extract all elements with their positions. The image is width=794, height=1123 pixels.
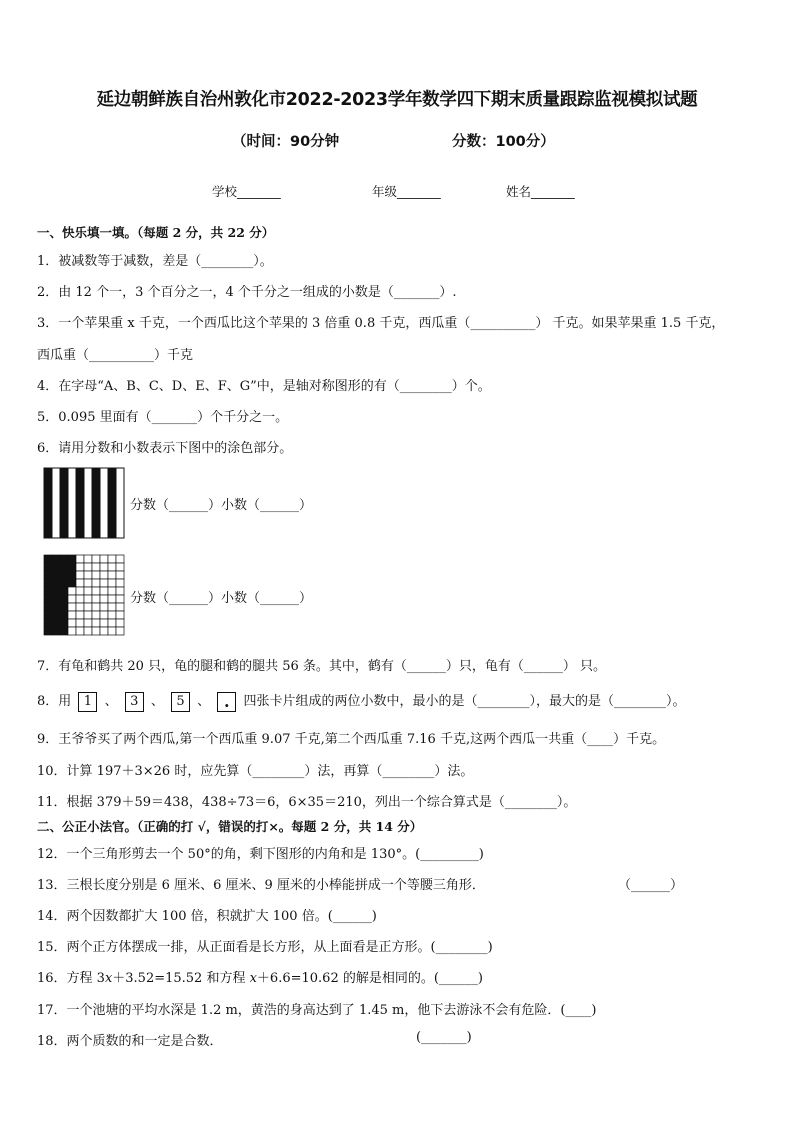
blank-cell (84, 611, 92, 619)
shaded-cell (52, 611, 60, 619)
blank-cell (92, 627, 100, 635)
name-field[interactable]: 姓名_______ (506, 184, 575, 199)
blank-cell (76, 579, 84, 587)
blank-cell (76, 595, 84, 603)
shaded-cell (60, 563, 68, 571)
question-16: 16．方程 3𝑥＋3.52=15.52 和方程 𝑥＋6.6=10.62 的解是相同的。(______) (37, 971, 483, 986)
question-5: 5．0.095 里面有（_______）个千分之一。 (37, 410, 289, 425)
blank-cell (84, 619, 92, 627)
blank-cell (92, 555, 100, 563)
q6-strip-figure (42, 467, 126, 539)
question-3-line-1: 3．一个苹果重 x 千克，一个西瓜比这个苹果的 3 倍重 0.8 千克，西瓜重（__________） 千克。如果苹果重 1.5 千克， (37, 316, 725, 331)
blank-cell (84, 555, 92, 563)
blank-cell (100, 595, 108, 603)
question-8-suffix: 四张卡片组成的两位小数中，最小的是（________），最大的是（________）。 (243, 694, 686, 709)
blank-cell (92, 595, 100, 603)
blank-cell (100, 611, 108, 619)
blank-cell (92, 603, 100, 611)
blank-cell (100, 579, 108, 587)
card-separator: 、 (150, 694, 164, 709)
blank-cell (108, 603, 116, 611)
blank-cell (92, 587, 100, 595)
shaded-cell (44, 571, 52, 579)
blank-cell (116, 603, 124, 611)
card-5: 5 (171, 692, 190, 712)
blank-cell (116, 619, 124, 627)
card-separator: 、 (197, 694, 211, 709)
blank-strip (116, 468, 124, 538)
blank-cell (84, 627, 92, 635)
blank-cell (108, 555, 116, 563)
exam-time: （时间：90分钟 (232, 134, 340, 150)
q6-figure-1-answer: 分数（______）小数（______） (130, 498, 313, 513)
question-13-blank: （______） (618, 878, 684, 893)
blank-cell (108, 587, 116, 595)
shaded-cell (52, 587, 60, 595)
card-3: 3 (125, 692, 144, 712)
shaded-cell (60, 595, 68, 603)
shaded-strip (76, 468, 84, 538)
blank-cell (68, 627, 76, 635)
section-1-heading: 一、快乐填一填。（每题 2 分，共 22 分） (37, 225, 275, 240)
blank-cell (116, 627, 124, 635)
shaded-cell (44, 627, 52, 635)
shaded-strip (44, 468, 52, 538)
question-8 (37, 690, 685, 712)
blank-cell (116, 555, 124, 563)
shaded-cell (44, 563, 52, 571)
blank-cell (108, 595, 116, 603)
shaded-cell (44, 595, 52, 603)
blank-cell (116, 595, 124, 603)
shaded-cell (52, 619, 60, 627)
blank-cell (76, 611, 84, 619)
blank-cell (92, 571, 100, 579)
blank-cell (100, 563, 108, 571)
q6-figure-2-answer: 分数（______）小数（______） (130, 591, 313, 606)
blank-cell (84, 603, 92, 611)
blank-cell (84, 571, 92, 579)
question-14: 14．两个因数都扩大 100 倍，积就扩大 100 倍。(______) (37, 909, 377, 924)
shaded-strip (60, 468, 68, 538)
shaded-cell (52, 627, 60, 635)
shaded-cell (52, 603, 60, 611)
shaded-cell (68, 555, 76, 563)
shaded-cell (60, 587, 68, 595)
question-12: 12．一个三角形剪去一个 50°的角，剩下图形的内角和是 130°。(_________) (37, 847, 484, 862)
question-11: 11．根据 379＋59＝438，438÷73＝6，6×35＝210，列出一个综合算式是（________）。 (37, 795, 577, 810)
blank-cell (100, 627, 108, 635)
blank-cell (116, 571, 124, 579)
blank-cell (108, 611, 116, 619)
shaded-cell (52, 571, 60, 579)
blank-cell (84, 595, 92, 603)
shaded-strip (108, 468, 116, 538)
question-1: 1．被减数等于减数，差是（________）。 (37, 254, 273, 269)
blank-cell (92, 619, 100, 627)
blank-cell (92, 611, 100, 619)
blank-cell (116, 611, 124, 619)
blank-cell (116, 563, 124, 571)
blank-cell (108, 619, 116, 627)
blank-cell (100, 619, 108, 627)
blank-cell (108, 579, 116, 587)
blank-cell (68, 619, 76, 627)
shaded-cell (44, 611, 52, 619)
blank-cell (116, 579, 124, 587)
blank-strip (100, 468, 108, 538)
shaded-cell (52, 595, 60, 603)
blank-cell (100, 555, 108, 563)
question-2: 2．由 12 个一，3 个百分之一，4 个千分之一组成的小数是（_______）. (37, 285, 457, 300)
shaded-cell (52, 555, 60, 563)
shaded-cell (60, 571, 68, 579)
exam-score: 分数：100分） (452, 134, 555, 150)
q6-grid-figure (42, 553, 126, 637)
card-separator: 、 (104, 694, 118, 709)
blank-cell (68, 603, 76, 611)
shaded-cell (44, 619, 52, 627)
blank-cell (116, 587, 124, 595)
shaded-cell (60, 603, 68, 611)
blank-cell (108, 563, 116, 571)
blank-cell (76, 555, 84, 563)
school-field[interactable]: 学校_______ (212, 184, 281, 199)
shaded-cell (60, 579, 68, 587)
question-9: 9．王爷爷买了两个西瓜,第一个西瓜重 9.07 千克,第二个西瓜重 7.16 千克,这两个西瓜一共重（____）千克。 (37, 732, 666, 747)
blank-cell (76, 603, 84, 611)
blank-cell (76, 587, 84, 595)
grade-field[interactable]: 年级_______ (372, 184, 441, 199)
blank-cell (68, 587, 76, 595)
question-3-line-2: 西瓜重（__________）千克 (37, 348, 194, 363)
blank-cell (68, 611, 76, 619)
shaded-cell (60, 627, 68, 635)
shaded-cell (44, 603, 52, 611)
shaded-strip (92, 468, 100, 538)
shaded-cell (68, 563, 76, 571)
shaded-cell (60, 555, 68, 563)
blank-cell (84, 587, 92, 595)
shaded-cell (44, 555, 52, 563)
question-15: 15．两个正方体摆成一排，从正面看是长方形，从上面看是正方形。(________) (37, 940, 493, 955)
shaded-cell (52, 579, 60, 587)
blank-strip (68, 468, 76, 538)
question-7: 7．有龟和鹤共 20 只，龟的腿和鹤的腿共 56 条。其中，鹤有（______）只，龟有（______） 只。 (37, 659, 607, 674)
section-2-heading: 二、公正小法官。（正确的打 √，错误的打×。每题 2 分，共 14 分） (37, 819, 423, 834)
question-6: 6．请用分数和小数表示下图中的涂色部分。 (37, 441, 293, 456)
shaded-cell (44, 587, 52, 595)
blank-cell (92, 563, 100, 571)
blank-cell (76, 563, 84, 571)
shaded-cell (44, 579, 52, 587)
blank-cell (76, 619, 84, 627)
question-18: 18．两个质数的和一定是合数． (37, 1034, 223, 1049)
blank-cell (108, 627, 116, 635)
blank-cell (76, 627, 84, 635)
blank-cell (108, 571, 116, 579)
shaded-cell (52, 563, 60, 571)
blank-cell (84, 563, 92, 571)
question-18-blank: (_______) (416, 1030, 472, 1045)
blank-cell (84, 579, 92, 587)
blank-strip (52, 468, 60, 538)
question-10: 10．计算 197＋3×26 时，应先算（________）法，再算（________）法。 (37, 764, 474, 779)
card-1: 1 (78, 692, 97, 712)
question-8-prefix: 8．用 (37, 694, 72, 709)
shaded-cell (60, 611, 68, 619)
question-17: 17．一个池塘的平均水深是 1.2 m，黄浩的身高达到了 1.45 m，他下去游泳不会有危险．(____) (37, 1003, 597, 1018)
blank-strip (84, 468, 92, 538)
blank-cell (76, 571, 84, 579)
shaded-cell (68, 571, 76, 579)
shaded-cell (60, 619, 68, 627)
question-13: 13．三根长度分别是 6 厘米、6 厘米、9 厘米的小棒能拼成一个等腰三角形． (37, 878, 485, 893)
page-title: 延边朝鲜族自治州敦化市2022-2023学年数学四下期末质量跟踪监视模拟试题 (96, 90, 698, 110)
blank-cell (100, 603, 108, 611)
blank-cell (100, 571, 108, 579)
blank-cell (100, 587, 108, 595)
shaded-cell (68, 579, 76, 587)
card-decimal-point: . (217, 692, 236, 712)
blank-cell (92, 579, 100, 587)
question-4: 4．在字母“A、B、C、D、E、F、G”中，是轴对称图形的有（________）个。 (37, 379, 491, 394)
blank-cell (68, 595, 76, 603)
